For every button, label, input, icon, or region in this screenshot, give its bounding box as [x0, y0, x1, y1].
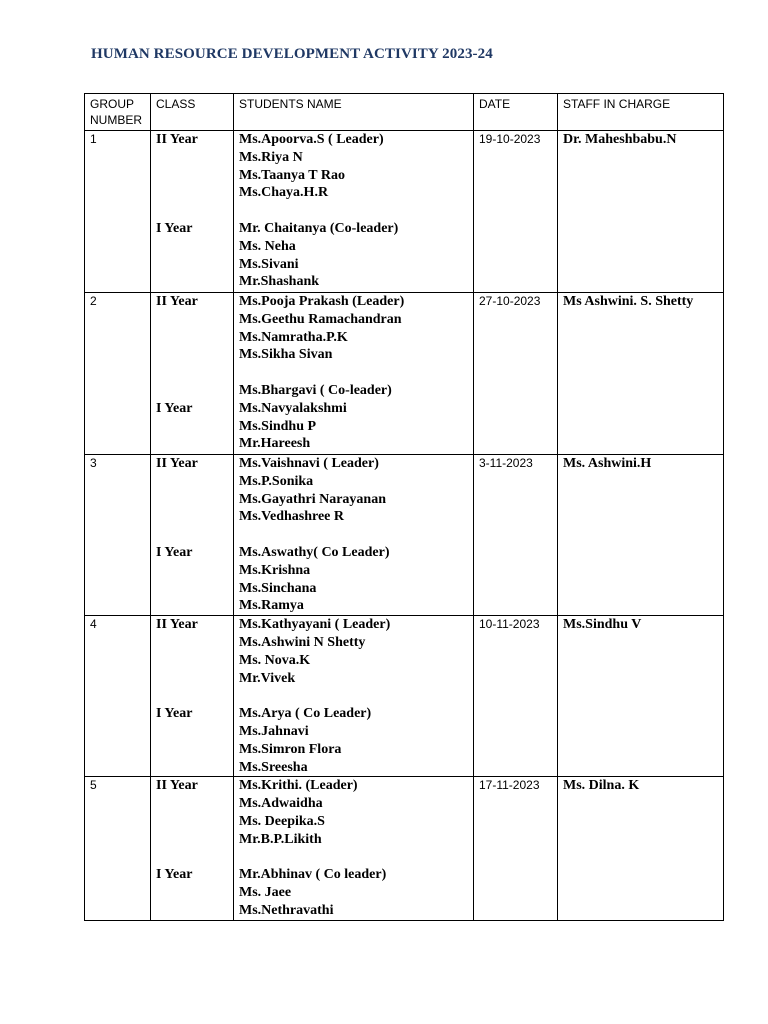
group-number-cell: 2 — [85, 293, 151, 455]
student-name: Ms.Ashwini N Shetty — [239, 634, 366, 650]
staff-in-charge-cell: Ms.Sindhu V — [558, 616, 724, 777]
student-name: Ms.Jahnavi — [239, 723, 309, 739]
table-row — [85, 777, 724, 920]
group-number-cell: 3 — [85, 455, 151, 616]
student-name: Ms.Namratha.P.K — [239, 329, 348, 345]
student-name: Ms.Taanya T Rao — [239, 167, 345, 183]
header-group-number: GROUP NUMBER — [85, 94, 151, 131]
date-cell: 10-11-2023 — [474, 616, 558, 777]
staff-in-charge-cell: Ms. Dilna. K — [558, 777, 724, 920]
student-name: Mr.B.P.Likith — [239, 831, 322, 847]
student-name: Ms.Arya ( Co Leader) — [239, 706, 372, 722]
class-first-year-label: I Year — [156, 544, 193, 560]
student-name: Ms.Vedhashree R — [239, 509, 345, 525]
student-name: Ms.Aswathy( Co Leader) — [239, 544, 390, 560]
group-number-cell: 1 — [85, 131, 151, 293]
header-class: CLASS — [151, 94, 234, 131]
student-name: Mr.Abhinav ( Co leader) — [239, 867, 387, 883]
class-first-year-label: I Year — [156, 706, 193, 722]
staff-in-charge-cell: Ms Ashwini. S. Shetty — [558, 293, 724, 455]
class-first-year-label: I Year — [156, 400, 193, 416]
student-name: Ms.Sikha Sivan — [239, 347, 333, 363]
class-cell — [151, 455, 234, 616]
date-cell: 3-11-2023 — [474, 455, 558, 616]
class-first-year-label: I Year — [156, 867, 193, 883]
student-name: Ms.Krishna — [239, 562, 311, 578]
student-name: Ms.Pooja Prakash (Leader) — [239, 294, 405, 309]
student-name: Ms.Chaya.H.R — [239, 185, 329, 201]
header-staff-in-charge: STAFF IN CHARGE — [558, 94, 724, 131]
table-row — [85, 293, 724, 455]
student-name: Ms.Apoorva.S ( Leader) — [239, 132, 384, 147]
class-first-year-label: I Year — [156, 220, 193, 236]
date-cell: 17-11-2023 — [474, 777, 558, 920]
class-cell — [151, 131, 234, 293]
students-cell — [234, 131, 474, 293]
student-name: Ms.Navyalakshmi — [239, 400, 347, 416]
student-name: Mr.Shashank — [239, 274, 320, 290]
document-title: HUMAN RESOURCE DEVELOPMENT ACTIVITY 2023-24 — [91, 46, 493, 62]
student-name: Ms.Sinchana — [239, 580, 317, 596]
header-students-name: STUDENTS NAME — [234, 94, 474, 131]
students-cell — [234, 777, 474, 920]
student-name: Ms.Adwaidha — [239, 796, 323, 812]
student-name: Ms.Kathyayani ( Leader) — [239, 617, 391, 633]
class-second-year-label: II Year — [156, 617, 198, 633]
table-header-row — [85, 94, 724, 131]
student-name: Mr. Chaitanya (Co-leader) — [239, 220, 399, 236]
student-name: Ms.Sreesha — [239, 759, 308, 775]
group-number-cell: 4 — [85, 616, 151, 777]
student-name: Ms. Neha — [239, 238, 296, 254]
student-name: Ms.Ramya — [239, 598, 304, 614]
student-name: Ms.Sivani — [239, 256, 299, 272]
student-name: Ms.Simron Flora — [239, 741, 342, 757]
class-cell — [151, 616, 234, 777]
student-name: Ms.P.Sonika — [239, 473, 314, 489]
class-cell — [151, 293, 234, 455]
table-row — [85, 455, 724, 616]
student-name: Ms.Bhargavi ( Co-leader) — [239, 382, 392, 398]
student-name: Ms.Nethravathi — [239, 902, 334, 918]
student-name: Ms.Gayathri Narayanan — [239, 491, 386, 507]
class-second-year-label: II Year — [156, 778, 198, 794]
student-name: Mr.Hareesh — [239, 436, 311, 452]
class-second-year-label: II Year — [156, 132, 198, 147]
student-name: Ms.Geethu Ramachandran — [239, 311, 402, 327]
activity-table — [84, 93, 724, 921]
staff-in-charge-cell: Dr. Maheshbabu.N — [558, 131, 724, 293]
table-row — [85, 131, 724, 293]
students-cell — [234, 616, 474, 777]
student-name: Ms. Nova.K — [239, 652, 311, 668]
student-name: Ms. Jaee — [239, 885, 292, 901]
class-cell — [151, 777, 234, 920]
student-name: Ms.Vaishnavi ( Leader) — [239, 456, 379, 471]
students-cell — [234, 455, 474, 616]
header-date: DATE — [474, 94, 558, 131]
group-number-cell: 5 — [85, 777, 151, 920]
class-second-year-label: II Year — [156, 294, 198, 309]
student-name: Ms.Riya N — [239, 149, 303, 165]
date-cell: 19-10-2023 — [474, 131, 558, 293]
table-row — [85, 616, 724, 777]
student-name: Ms.Krithi. (Leader) — [239, 778, 358, 794]
date-cell: 27-10-2023 — [474, 293, 558, 455]
student-name: Mr.Vivek — [239, 670, 296, 686]
student-name: Ms.Sindhu P — [239, 418, 317, 434]
staff-in-charge-cell: Ms. Ashwini.H — [558, 455, 724, 616]
student-name: Ms. Deepika.S — [239, 813, 325, 829]
students-cell — [234, 293, 474, 455]
class-second-year-label: II Year — [156, 456, 198, 471]
